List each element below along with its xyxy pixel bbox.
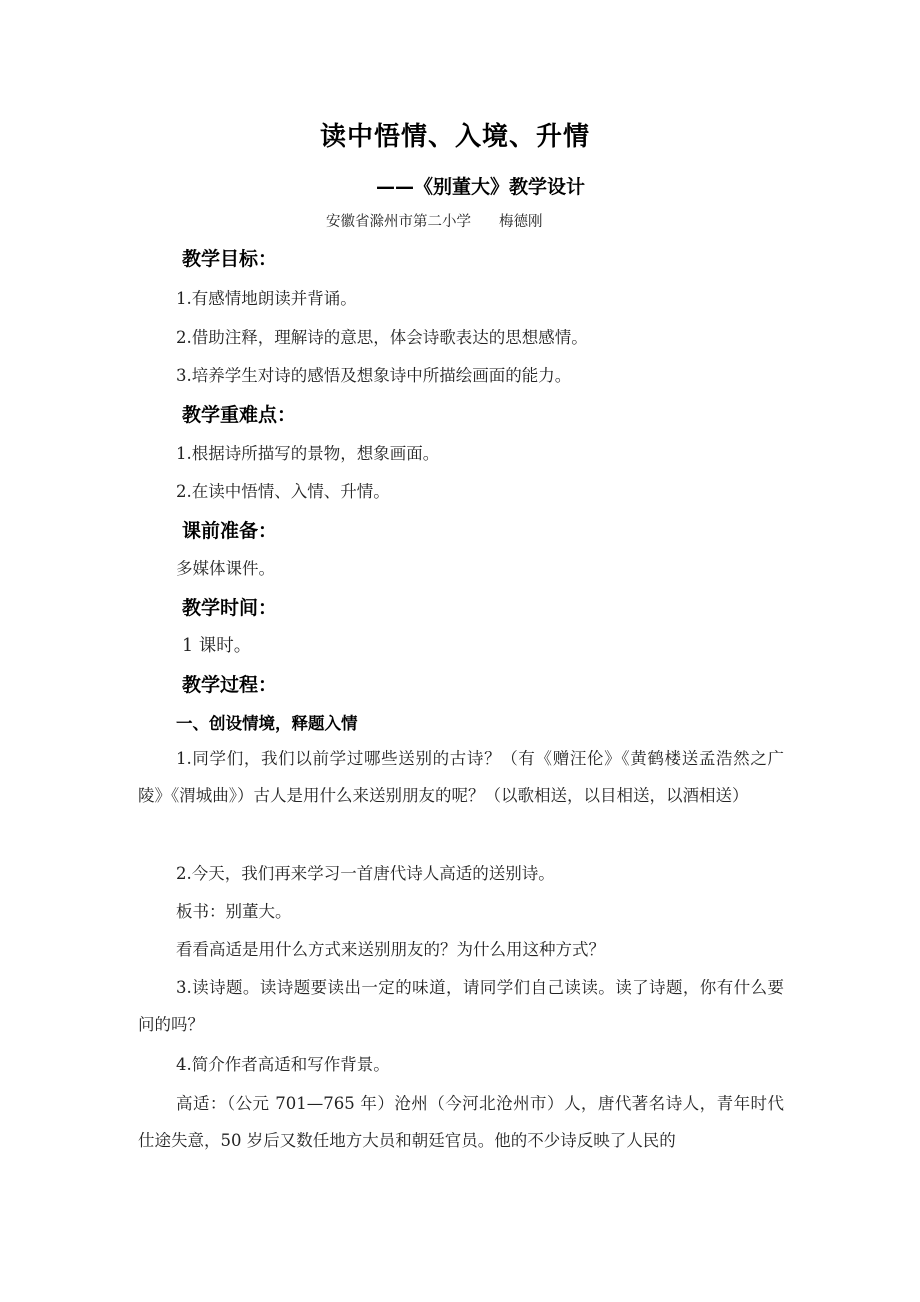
part1-heading: 一、创设情境，释题入情 [176, 714, 358, 733]
time-heading: 教学时间： [182, 597, 278, 619]
process-paragraph: 高适：（公元 701—765 年）沧州（今河北沧州市）人，唐代著名诗人，青年时代仕途失意，50 岁后又数任地方大员和朝廷官员。他的不少诗反映了人民的 [138, 1094, 784, 1150]
process-paragraph: 4.简介作者高适和写作背景。 [176, 1055, 390, 1074]
goal-item: 3.培养学生对诗的感悟及想象诗中所描绘画面的能力。 [176, 366, 572, 385]
time-text: 1 课时。 [182, 636, 252, 656]
author-line [326, 210, 543, 231]
process-paragraph: 板书：别董大。 [176, 902, 292, 921]
author-school: 安徽省滁州市第二小学 [326, 214, 471, 230]
document-subtitle: ——《别董大》教学设计 [376, 176, 586, 198]
goal-item: 1.有感情地朗读并背诵。 [176, 289, 357, 308]
process-paragraph: 2.今天，我们再来学习一首唐代诗人高适的送别诗。 [176, 864, 555, 883]
process-paragraph: 3.读诗题。读诗题要读出一定的味道，请同学们自己读读。读了诗题，你有什么要问的吗？ [138, 978, 784, 1034]
preparation-text: 多媒体课件。 [176, 559, 275, 578]
process-paragraph: 看看高适是用什么方式来送别朋友的？为什么用这种方式？ [176, 940, 605, 959]
key-point-item: 1.根据诗所描写的景物，想象画面。 [176, 444, 440, 463]
process-heading: 教学过程： [182, 674, 278, 696]
goals-heading: 教学目标： [182, 248, 278, 270]
document-title: 读中悟情、入境、升情 [320, 122, 591, 152]
key-points-heading: 教学重难点： [182, 404, 297, 426]
author-name: 梅德刚 [499, 214, 543, 230]
preparation-heading: 课前准备： [182, 520, 278, 542]
goal-item: 2.借助注释，理解诗的意思，体会诗歌表达的思想感情。 [176, 328, 588, 347]
process-paragraph: 1.同学们，我们以前学过哪些送别的古诗？（有《赠汪伦》《黄鹤楼送孟浩然之广陵》《渭城曲》）古人是用什么来送别朋友的呢？（以歌相送，以目相送，以酒相送） [138, 749, 784, 805]
key-point-item: 2.在读中悟情、入情、升情。 [176, 482, 390, 501]
